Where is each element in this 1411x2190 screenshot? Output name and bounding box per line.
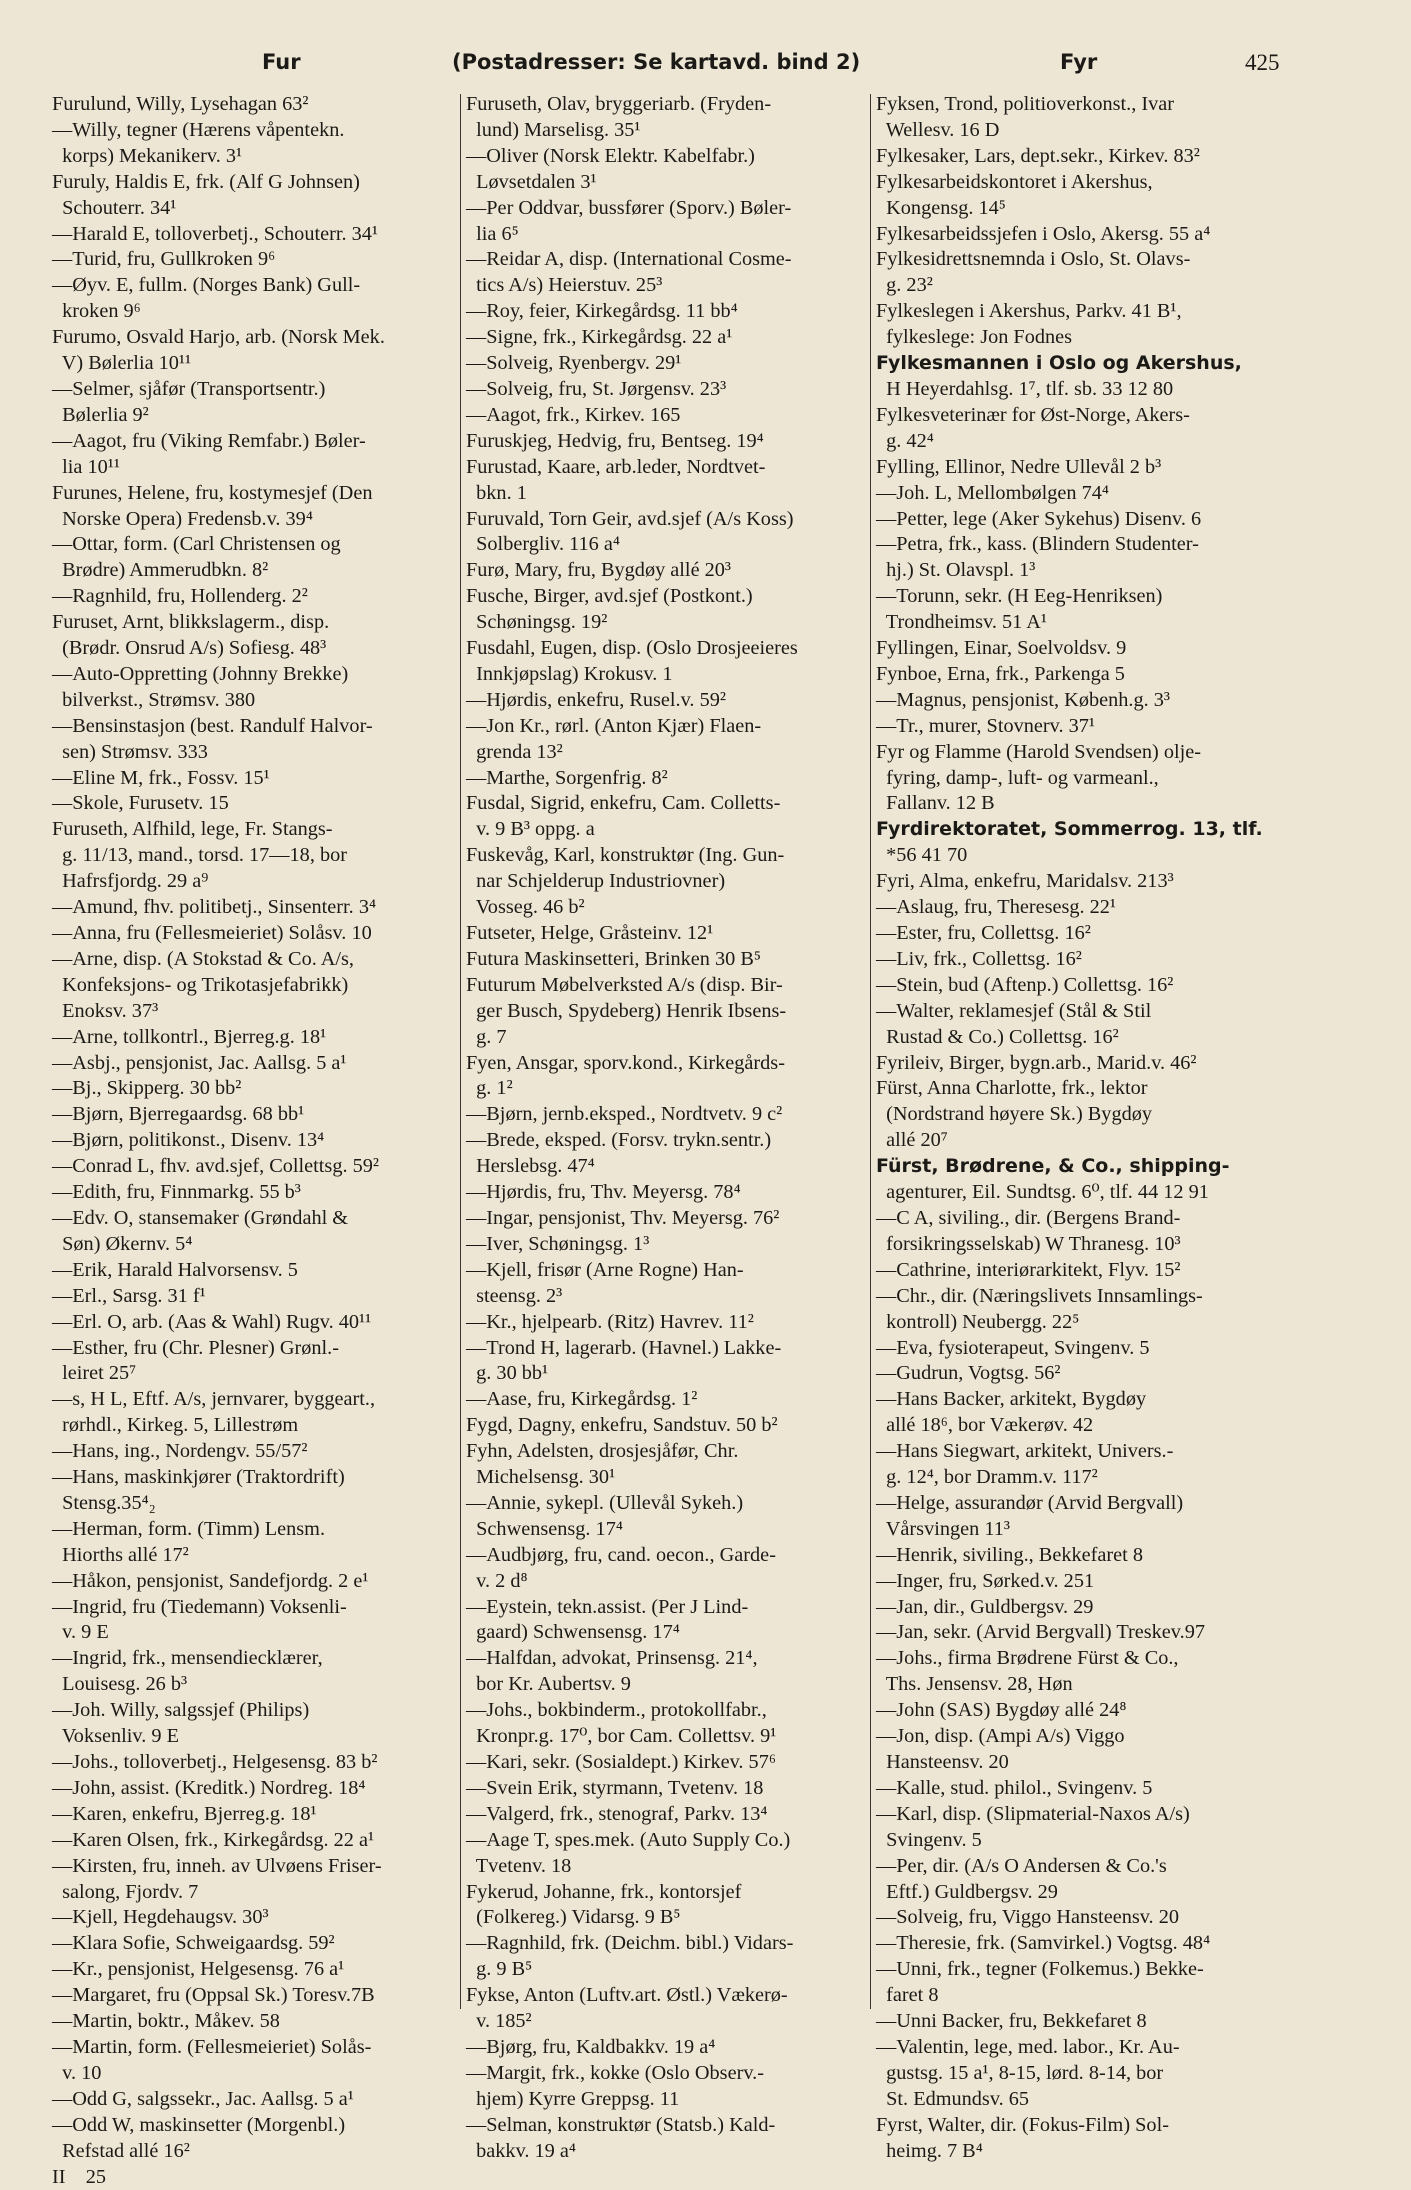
directory-entry-line: Fykerud, Johanne, frk., kontorsjef [466, 1880, 874, 1906]
directory-entry-line: agenturer, Eil. Sundtsg. 6⁰, tlf. 44 12 91 [876, 1180, 1296, 1206]
directory-entry-line: —Amund, fhv. politibetj., Sinsenterr. 3⁴ [52, 895, 460, 921]
header-right-guide-word: Fyr [1060, 50, 1097, 74]
directory-entry-line: Furuset, Arnt, blikkslagerm., disp. [52, 610, 460, 636]
directory-entry-line: —Bjørg, fru, Kaldbakkv. 19 a⁴ [466, 2035, 874, 2061]
directory-entry-line: Futseter, Helge, Gråsteinv. 12¹ [466, 921, 874, 947]
directory-entry-line: —Valgerd, frk., stenograf, Parkv. 13⁴ [466, 1802, 874, 1828]
header-left-guide-word: Fur [262, 50, 301, 74]
directory-entry-line: Furumo, Osvald Harjo, arb. (Norsk Mek. [52, 325, 460, 351]
directory-entry-line: Fyr og Flamme (Harold Svendsen) olje- [876, 740, 1296, 766]
directory-entry-line: kroken 9⁶ [52, 299, 460, 325]
directory-entry-line: Eftf.) Guldbergsv. 29 [876, 1880, 1296, 1906]
directory-entry-line: Konfeksjons- og Trikotasjefabrikk) [52, 973, 460, 999]
directory-entry-line: —Aagot, fru (Viking Remfabr.) Bøler- [52, 429, 460, 455]
directory-entry-line: Enoksv. 37³ [52, 999, 460, 1025]
directory-entry-line: —Magnus, pensjonist, Københ.g. 3³ [876, 688, 1296, 714]
directory-entry-line: —Per, dir. (A/s O Andersen & Co.'s [876, 1854, 1296, 1880]
directory-entry-line: Schwensensg. 17⁴ [466, 1517, 874, 1543]
directory-entry-line: —Brede, eksped. (Forsv. trykn.sentr.) [466, 1128, 874, 1154]
directory-entry-line: Furø, Mary, fru, Bygdøy allé 20³ [466, 558, 874, 584]
directory-entry-line: Fylkesarbeidssjefen i Oslo, Akersg. 55 a⁴ [876, 222, 1296, 248]
directory-entry-line: nar Schjelderup Industriovner) [466, 869, 874, 895]
directory-entry-line: Fusdal, Sigrid, enkefru, Cam. Colletts- [466, 791, 874, 817]
directory-entry-line: —Hans, ing., Nordengv. 55/57² [52, 1439, 460, 1465]
directory-entry-line: —Hans, maskinkjører (Traktordrift) [52, 1465, 460, 1491]
directory-entry-line: Furuvald, Torn Geir, avd.sjef (A/s Koss) [466, 507, 874, 533]
directory-entry-line: —Eystein, tekn.assist. (Per J Lind- [466, 1595, 874, 1621]
directory-entry-line: —Chr., dir. (Næringslivets Innsamlings- [876, 1284, 1296, 1310]
directory-entry-line: —Kari, sekr. (Sosialdept.) Kirkev. 57⁶ [466, 1750, 874, 1776]
directory-entry-line: —Eline M, frk., Fossv. 15¹ [52, 766, 460, 792]
directory-entry-line: Fylkesaker, Lars, dept.sekr., Kirkev. 83² [876, 144, 1296, 170]
directory-entry-line: Fürst, Brødrene, & Co., shipping- [876, 1154, 1296, 1180]
directory-entry-line: —Johs., tolloverbetj., Helgesensg. 83 b² [52, 1750, 460, 1776]
directory-entry-line: Løvsetdalen 3¹ [466, 170, 874, 196]
directory-entry-line: —Roy, feier, Kirkegårdsg. 11 bb⁴ [466, 299, 874, 325]
directory-entry-line: Fylkesidrettsnemnda i Oslo, St. Olavs- [876, 247, 1296, 273]
directory-entry-line: Bølerlia 9² [52, 403, 460, 429]
directory-column-3 [876, 92, 1296, 2022]
directory-entry-line: —Kirsten, fru, inneh. av Ulvøens Friser- [52, 1854, 460, 1880]
directory-entry-line: —Cathrine, interiørarkitekt, Flyv. 15² [876, 1258, 1296, 1284]
directory-entry-line: V) Bølerlia 10¹¹ [52, 351, 460, 377]
directory-entry-line: Fynboe, Erna, frk., Parkenga 5 [876, 662, 1296, 688]
directory-entry-line: —Asbj., pensjonist, Jac. Aallsg. 5 a¹ [52, 1051, 460, 1077]
directory-entry-line: v. 9 B³ oppg. a [466, 817, 874, 843]
directory-entry-line: rørhdl., Kirkeg. 5, Lillestrøm [52, 1413, 460, 1439]
directory-entry-line: —Øyv. E, fullm. (Norges Bank) Gull- [52, 273, 460, 299]
directory-entry-line: —Tr., murer, Stovnerv. 37¹ [876, 714, 1296, 740]
directory-entry-line: lund) Marselisg. 35¹ [466, 118, 874, 144]
directory-entry-line: Hafrsfjordg. 29 a⁹ [52, 869, 460, 895]
directory-entry-line: —Bensinstasjon (best. Randulf Halvor- [52, 714, 460, 740]
directory-entry-line: Hiorths allé 17² [52, 1543, 460, 1569]
directory-entry-line: —Ragnhild, frk. (Deichm. bibl.) Vidars- [466, 1931, 874, 1957]
directory-entry-line: —Gudrun, Vogtsg. 56² [876, 1361, 1296, 1387]
directory-entry-line: —Bj., Skipperg. 30 bb² [52, 1076, 460, 1102]
directory-entry-line: bilverkst., Strømsv. 380 [52, 688, 460, 714]
directory-entry-line: v. 9 E [52, 1620, 460, 1646]
directory-entry-line: Ths. Jensensv. 28, Høn [876, 1672, 1296, 1698]
directory-entry-line: Kronpr.g. 17⁰, bor Cam. Collettsv. 9¹ [466, 1724, 874, 1750]
directory-entry-line: Stensg.35⁴₂ [52, 1491, 460, 1517]
directory-entry-line: Furuseth, Olav, bryggeriarb. (Fryden- [466, 92, 874, 118]
directory-entry-line: —Ester, fru, Collettsg. 16² [876, 921, 1296, 947]
directory-entry-line: allé 18⁶, bor Vækerøv. 42 [876, 1413, 1296, 1439]
directory-entry-line: Innkjøpslag) Krokusv. 1 [466, 662, 874, 688]
directory-entry-line: gustsg. 15 a¹, 8-15, lørd. 8-14, bor [876, 2061, 1296, 2087]
directory-entry-line: Fallanv. 12 B [876, 791, 1296, 817]
directory-entry-line: —Reidar A, disp. (International Cosme- [466, 247, 874, 273]
directory-entry-line: Svingenv. 5 [876, 1828, 1296, 1854]
directory-entry-line: Fyhn, Adelsten, drosjesjåfør, Chr. [466, 1439, 874, 1465]
directory-entry-line: —John, assist. (Kreditk.) Nordreg. 18⁴ [52, 1776, 460, 1802]
directory-entry-line: Voksenliv. 9 E [52, 1724, 460, 1750]
directory-entry-line: H Heyerdahlsg. 1⁷, tlf. sb. 33 12 80 [876, 377, 1296, 403]
directory-entry-line: Brødre) Ammerudbkn. 8² [52, 558, 460, 584]
directory-entry-line: —Hans Backer, arkitekt, Bygdøy [876, 1387, 1296, 1413]
directory-entry-line: hjem) Kyrre Greppsg. 11 [466, 2087, 874, 2113]
directory-entry-line: v. 2 d⁸ [466, 1569, 874, 1595]
directory-entry-line: Kongensg. 14⁵ [876, 196, 1296, 222]
directory-entry-line: Trondheimsv. 51 A¹ [876, 610, 1296, 636]
directory-entry-line: —Jon Kr., rørl. (Anton Kjær) Flaen- [466, 714, 874, 740]
directory-entry-line: —John (SAS) Bygdøy allé 24⁸ [876, 1698, 1296, 1724]
directory-entry-line: Vosseg. 46 b² [466, 895, 874, 921]
directory-entry-line: Futura Maskinsetteri, Brinken 30 B⁵ [466, 947, 874, 973]
directory-entry-line: II 25 [52, 2165, 460, 2190]
directory-entry-line: bor Kr. Aubertsv. 9 [466, 1672, 874, 1698]
directory-entry-line: —Torunn, sekr. (H Eeg-Henriksen) [876, 584, 1296, 610]
directory-entry-line: —Stein, bud (Aftenp.) Collettsg. 16² [876, 973, 1296, 999]
directory-entry-line: fylkeslege: Jon Fodnes [876, 325, 1296, 351]
directory-entry-line: —Eva, fysioterapeut, Svingenv. 5 [876, 1336, 1296, 1362]
directory-entry-line: —Ingrid, fru (Tiedemann) Voksenli- [52, 1595, 460, 1621]
directory-entry-line: —Hans Siegwart, arkitekt, Univers.- [876, 1439, 1296, 1465]
directory-entry-line: g. 7 [466, 1025, 874, 1051]
directory-entry-line: —Margit, frk., kokke (Oslo Observ.- [466, 2061, 874, 2087]
directory-entry-line: —Iver, Schøningsg. 1³ [466, 1232, 874, 1258]
directory-entry-line: tics A/s) Heierstuv. 25³ [466, 273, 874, 299]
directory-entry-line: —Kjell, Hegdehaugsv. 30³ [52, 1905, 460, 1931]
directory-entry-line: (Nordstrand høyere Sk.) Bygdøy [876, 1102, 1296, 1128]
directory-entry-line: —Kr., pensjonist, Helgesensg. 76 a¹ [52, 1957, 460, 1983]
directory-entry-line: faret 8 [876, 1983, 1296, 2009]
directory-entry-line: —Bjørn, politikonst., Disenv. 13⁴ [52, 1128, 460, 1154]
directory-entry-line: —Esther, fru (Chr. Plesner) Grønl.- [52, 1336, 460, 1362]
directory-entry-line: g. 42⁴ [876, 429, 1296, 455]
directory-entry-line: —Aase, fru, Kirkegårdsg. 1² [466, 1387, 874, 1413]
directory-entry-line: Fyrdirektoratet, Sommerrog. 13, tlf. [876, 817, 1296, 843]
page-number: 425 [1245, 50, 1280, 76]
directory-entry-line: —Trond H, lagerarb. (Havnel.) Lakke- [466, 1336, 874, 1362]
directory-entry-line: —Halfdan, advokat, Prinsensg. 21⁴, [466, 1646, 874, 1672]
directory-entry-line: Rustad & Co.) Collettsg. 16² [876, 1025, 1296, 1051]
directory-entry-line: Fylkesveterinær for Øst-Norge, Akers- [876, 403, 1296, 429]
directory-entry-line: steensg. 2³ [466, 1284, 874, 1310]
directory-entry-line: —Anna, fru (Fellesmeieriet) Solåsv. 10 [52, 921, 460, 947]
directory-entry-line: —Karl, disp. (Slipmaterial-Naxos A/s) [876, 1802, 1296, 1828]
directory-entry-line: salong, Fjordv. 7 [52, 1880, 460, 1906]
directory-entry-line: grenda 13² [466, 740, 874, 766]
directory-entry-line: —Selman, konstruktør (Statsb.) Kald- [466, 2113, 874, 2139]
directory-entry-line: heimg. 7 B⁴ [876, 2139, 1296, 2165]
directory-entry-line: Hansteensv. 20 [876, 1750, 1296, 1776]
directory-entry-line: —Odd G, salgssekr., Jac. Aallsg. 5 a¹ [52, 2087, 460, 2113]
directory-entry-line: —Edv. O, stansemaker (Grøndahl & [52, 1206, 460, 1232]
directory-entry-line: Furustad, Kaare, arb.leder, Nordtvet- [466, 455, 874, 481]
directory-entry-line: —Aslaug, fru, Theresesg. 22¹ [876, 895, 1296, 921]
directory-entry-line: —Joh. L, Mellombølgen 74⁴ [876, 481, 1296, 507]
directory-entry-line: —Petter, lege (Aker Sykehus) Disenv. 6 [876, 507, 1296, 533]
directory-entry-line: Fyllingen, Einar, Soelvoldsv. 9 [876, 636, 1296, 662]
directory-entry-line: —Edith, fru, Finnmarkg. 55 b³ [52, 1180, 460, 1206]
directory-entry-line: —Arne, tollkontrl., Bjerreg.g. 18¹ [52, 1025, 460, 1051]
directory-entry-line: g. 9 B⁵ [466, 1957, 874, 1983]
directory-entry-line: gaard) Schwensensg. 17⁴ [466, 1620, 874, 1646]
directory-entry-line: sen) Strømsv. 333 [52, 740, 460, 766]
directory-entry-line: bkn. 1 [466, 481, 874, 507]
directory-entry-line: —Skole, Furusetv. 15 [52, 791, 460, 817]
directory-entry-line: v. 185² [466, 2009, 874, 2035]
directory-entry-line: —Harald E, tolloverbetj., Schouterr. 34¹ [52, 222, 460, 248]
directory-entry-line: —Selmer, sjåfør (Transportsentr.) [52, 377, 460, 403]
directory-entry-line: Furunes, Helene, fru, kostymesjef (Den [52, 481, 460, 507]
header-center-note: (Postadresser: Se kartavd. bind 2) [452, 50, 860, 74]
column-divider [460, 94, 461, 2009]
directory-entry-line: forsikringsselskab) W Thranesg. 10³ [876, 1232, 1296, 1258]
directory-entry-line: g. 12⁴, bor Dramm.v. 117² [876, 1465, 1296, 1491]
directory-entry-line: —s, H L, Eftf. A/s, jernvarer, byggeart., [52, 1387, 460, 1413]
directory-entry-line: —Kr., hjelpearb. (Ritz) Havrev. 11² [466, 1310, 874, 1336]
directory-entry-line: —Karen Olsen, frk., Kirkegårdsg. 22 a¹ [52, 1828, 460, 1854]
directory-entry-line: Michelsensg. 30¹ [466, 1465, 874, 1491]
directory-entry-line: Fuskevåg, Karl, konstruktør (Ing. Gun- [466, 843, 874, 869]
directory-entry-line: —C A, siviling., dir. (Bergens Brand- [876, 1206, 1296, 1232]
directory-column-1 [52, 92, 460, 2022]
directory-entry-line: St. Edmundsv. 65 [876, 2087, 1296, 2113]
directory-entry-line: —Ragnhild, fru, Hollenderg. 2² [52, 584, 460, 610]
directory-entry-line: —Willy, tegner (Hærens våpentekn. [52, 118, 460, 144]
directory-entry-line: —Hjørdis, enkefru, Rusel.v. 59² [466, 688, 874, 714]
directory-entry-line: —Solveig, fru, St. Jørgensv. 23³ [466, 377, 874, 403]
directory-entry-line: —Martin, boktr., Måkev. 58 [52, 2009, 460, 2035]
directory-entry-line: allé 20⁷ [876, 1128, 1296, 1154]
directory-entry-line: —Conrad L, fhv. avd.sjef, Collettsg. 59² [52, 1154, 460, 1180]
directory-entry-line: —Inger, fru, Sørked.v. 251 [876, 1569, 1296, 1595]
directory-entry-line: —Margaret, fru (Oppsal Sk.) Toresv.7B [52, 1983, 460, 2009]
directory-entry-line: —Unni Backer, fru, Bekkefaret 8 [876, 2009, 1296, 2035]
directory-entry-line: —Herman, form. (Timm) Lensm. [52, 1517, 460, 1543]
directory-entry-line: Fusche, Birger, avd.sjef (Postkont.) [466, 584, 874, 610]
directory-entry-line: —Svein Erik, styrmann, Tvetenv. 18 [466, 1776, 874, 1802]
directory-entry-line: Schouterr. 34¹ [52, 196, 460, 222]
directory-entry-line: Fygd, Dagny, enkefru, Sandstuv. 50 b² [466, 1413, 874, 1439]
directory-entry-line: —Auto-Oppretting (Johnny Brekke) [52, 662, 460, 688]
directory-entry-line: —Per Oddvar, bussfører (Sporv.) Bøler- [466, 196, 874, 222]
directory-entry-line: Louisesg. 26 b³ [52, 1672, 460, 1698]
directory-entry-line: —Theresie, frk. (Samvirkel.) Vogtsg. 48⁴ [876, 1931, 1296, 1957]
directory-entry-line: —Audbjørg, fru, cand. oecon., Garde- [466, 1543, 874, 1569]
directory-entry-line: —Aage T, spes.mek. (Auto Supply Co.) [466, 1828, 874, 1854]
directory-entry-line: Fyri, Alma, enkefru, Maridalsv. 213³ [876, 869, 1296, 895]
directory-entry-line: Søn) Økernv. 5⁴ [52, 1232, 460, 1258]
directory-entry-line: —Petra, frk., kass. (Blindern Studenter- [876, 532, 1296, 558]
directory-entry-line: g. 30 bb¹ [466, 1361, 874, 1387]
directory-entry-line: lia 6⁵ [466, 222, 874, 248]
directory-entry-line: —Erl. O, arb. (Aas & Wahl) Rugv. 40¹¹ [52, 1310, 460, 1336]
directory-entry-line: Fusdahl, Eugen, disp. (Oslo Drosjeeieres [466, 636, 874, 662]
directory-entry-line: Norske Opera) Fredensb.v. 39⁴ [52, 507, 460, 533]
directory-entry-line: g. 1² [466, 1076, 874, 1102]
directory-entry-line: —Johs., firma Brødrene Fürst & Co., [876, 1646, 1296, 1672]
directory-entry-line: —Klara Sofie, Schweigaardsg. 59² [52, 1931, 460, 1957]
directory-entry-line: —Erik, Harald Halvorsensv. 5 [52, 1258, 460, 1284]
directory-entry-line: (Folkereg.) Vidarsg. 9 B⁵ [466, 1905, 874, 1931]
directory-entry-line: —Henrik, siviling., Bekkefaret 8 [876, 1543, 1296, 1569]
directory-entry-line: —Jan, sekr. (Arvid Bergvall) Treskev.97 [876, 1620, 1296, 1646]
directory-entry-line: —Ottar, form. (Carl Christensen og [52, 532, 460, 558]
directory-entry-line: Wellesv. 16 D [876, 118, 1296, 144]
directory-entry-line: —Bjørn, jernb.eksped., Nordtvetv. 9 c² [466, 1102, 874, 1128]
directory-entry-line: leiret 25⁷ [52, 1361, 460, 1387]
directory-entry-line: Furulund, Willy, Lysehagan 63² [52, 92, 460, 118]
directory-entry-line: v. 10 [52, 2061, 460, 2087]
directory-entry-line: hj.) St. Olavspl. 1³ [876, 558, 1296, 584]
directory-entry-line: Fylling, Ellinor, Nedre Ullevål 2 b³ [876, 455, 1296, 481]
directory-entry-line: fyring, damp-, luft- og varmeanl., [876, 766, 1296, 792]
directory-entry-line: Fyrst, Walter, dir. (Fokus-Film) Sol- [876, 2113, 1296, 2139]
directory-entry-line: —Erl., Sarsg. 31 f¹ [52, 1284, 460, 1310]
directory-entry-line: lia 10¹¹ [52, 455, 460, 481]
directory-entry-line: —Ingar, pensjonist, Thv. Meyersg. 76² [466, 1206, 874, 1232]
directory-entry-line: —Jan, dir., Guldbergsv. 29 [876, 1595, 1296, 1621]
directory-entry-line: —Solveig, Ryenbergv. 29¹ [466, 351, 874, 377]
directory-entry-line: Fürst, Anna Charlotte, frk., lektor [876, 1076, 1296, 1102]
page-header [0, 50, 1411, 90]
directory-entry-line: —Karen, enkefru, Bjerreg.g. 18¹ [52, 1802, 460, 1828]
directory-entry-line: —Kalle, stud. philol., Svingenv. 5 [876, 1776, 1296, 1802]
directory-entry-line: —Bjørn, Bjerregaardsg. 68 bb¹ [52, 1102, 460, 1128]
directory-entry-line: Vårsvingen 11³ [876, 1517, 1296, 1543]
directory-entry-line: —Valentin, lege, med. labor., Kr. Au- [876, 2035, 1296, 2061]
directory-entry-line: Tvetenv. 18 [466, 1854, 874, 1880]
directory-entry-line: korps) Mekanikerv. 3¹ [52, 144, 460, 170]
directory-entry-line: (Brødr. Onsrud A/s) Sofiesg. 48³ [52, 636, 460, 662]
directory-entry-line: —Arne, disp. (A Stokstad & Co. A/s, [52, 947, 460, 973]
directory-entry-line: Solbergliv. 116 a⁴ [466, 532, 874, 558]
directory-entry-line: g. 11/13, mand., torsd. 17—18, bor [52, 843, 460, 869]
directory-entry-line: —Odd W, maskinsetter (Morgenbl.) [52, 2113, 460, 2139]
directory-entry-line: —Joh. Willy, salgssjef (Philips) [52, 1698, 460, 1724]
directory-entry-line: —Signe, frk., Kirkegårdsg. 22 a¹ [466, 325, 874, 351]
directory-entry-line: —Annie, sykepl. (Ullevål Sykeh.) [466, 1491, 874, 1517]
directory-entry-line: Fylkesmannen i Oslo og Akershus, [876, 351, 1296, 377]
directory-entry-line: —Liv, frk., Collettsg. 16² [876, 947, 1296, 973]
directory-entry-line: kontroll) Neubergg. 22⁵ [876, 1310, 1296, 1336]
directory-entry-line: Fyrileiv, Birger, bygn.arb., Marid.v. 46² [876, 1051, 1296, 1077]
directory-entry-line: *56 41 70 [876, 843, 1296, 869]
directory-entry-line: —Ingrid, frk., mensendiecklærer, [52, 1646, 460, 1672]
directory-entry-line: Fyksen, Trond, politioverkonst., Ivar [876, 92, 1296, 118]
directory-entry-line: —Helge, assurandør (Arvid Bergvall) [876, 1491, 1296, 1517]
directory-entry-line: —Unni, frk., tegner (Folkemus.) Bekke- [876, 1957, 1296, 1983]
directory-entry-line: —Martin, form. (Fellesmeieriet) Solås- [52, 2035, 460, 2061]
directory-entry-line: ger Busch, Spydeberg) Henrik Ibsens- [466, 999, 874, 1025]
directory-entry-line: Schøningsg. 19² [466, 610, 874, 636]
directory-entry-line: Fyen, Ansgar, sporv.kond., Kirkegårds- [466, 1051, 874, 1077]
directory-entry-line: Furuseth, Alfhild, lege, Fr. Stangs- [52, 817, 460, 843]
directory-entry-line: —Turid, fru, Gullkroken 9⁶ [52, 247, 460, 273]
directory-entry-line: —Walter, reklamesjef (Stål & Stil [876, 999, 1296, 1025]
directory-entry-line: Fykse, Anton (Luftv.art. Østl.) Vækerø- [466, 1983, 874, 2009]
directory-entry-line: Fylkesarbeidskontoret i Akershus, [876, 170, 1296, 196]
directory-entry-line: Furuskjeg, Hedvig, fru, Bentseg. 19⁴ [466, 429, 874, 455]
directory-entry-line: —Hjørdis, fru, Thv. Meyersg. 78⁴ [466, 1180, 874, 1206]
directory-entry-line: —Håkon, pensjonist, Sandefjordg. 2 e¹ [52, 1569, 460, 1595]
directory-entry-line: Futurum Møbelverksted A/s (disp. Bir- [466, 973, 874, 999]
directory-entry-line: —Jon, disp. (Ampi A/s) Viggo [876, 1724, 1296, 1750]
directory-entry-line: Fylkeslegen i Akershus, Parkv. 41 B¹, [876, 299, 1296, 325]
directory-entry-line: —Solveig, fru, Viggo Hansteensv. 20 [876, 1905, 1296, 1931]
directory-entry-line: —Kjell, frisør (Arne Rogne) Han- [466, 1258, 874, 1284]
directory-entry-line: Herslebsg. 47⁴ [466, 1154, 874, 1180]
directory-entry-line: —Aagot, frk., Kirkev. 165 [466, 403, 874, 429]
directory-entry-line: Furuly, Haldis E, frk. (Alf G Johnsen) [52, 170, 460, 196]
directory-entry-line: —Marthe, Sorgenfrig. 8² [466, 766, 874, 792]
directory-column-2 [466, 92, 874, 2022]
directory-entry-line: —Johs., bokbinderm., protokollfabr., [466, 1698, 874, 1724]
directory-entry-line: —Oliver (Norsk Elektr. Kabelfabr.) [466, 144, 874, 170]
directory-entry-line: bakkv. 19 a⁴ [466, 2139, 874, 2165]
directory-entry-line: Refstad allé 16² [52, 2139, 460, 2165]
directory-entry-line: g. 23² [876, 273, 1296, 299]
